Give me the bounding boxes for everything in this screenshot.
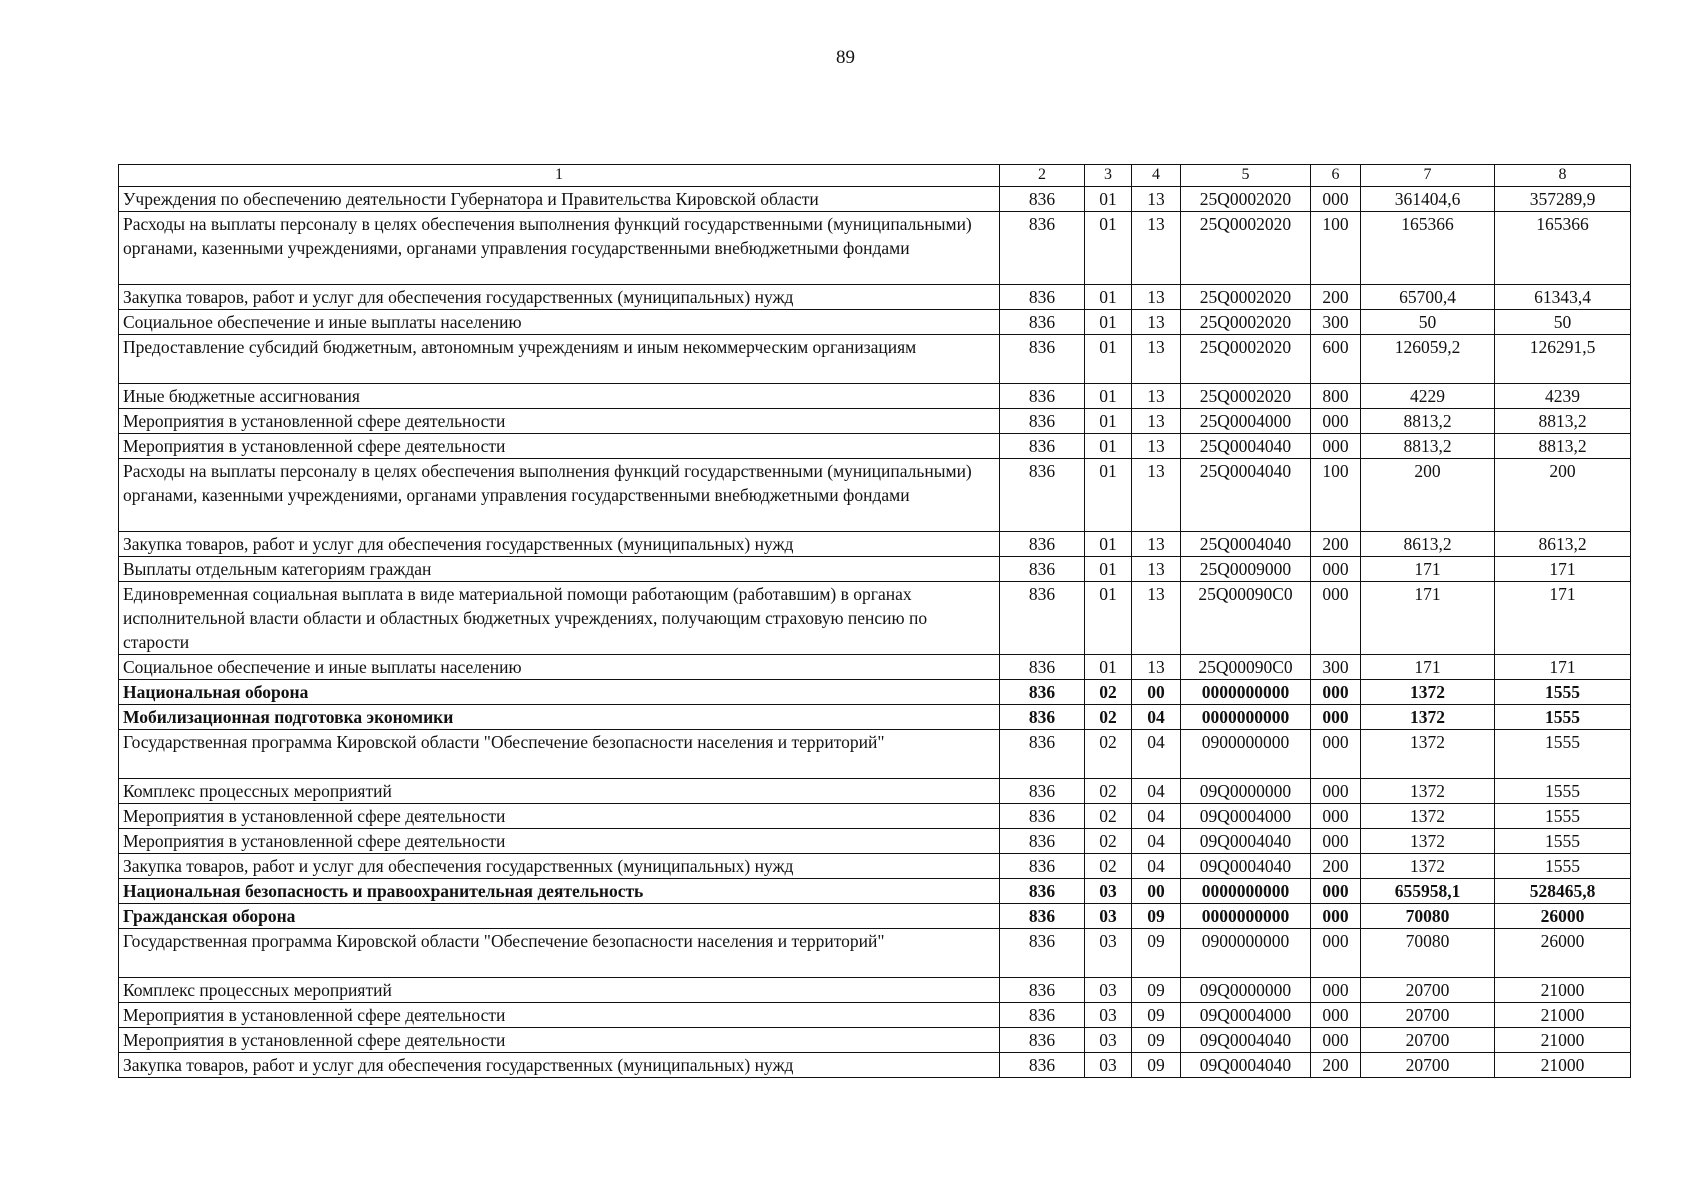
row-admin-code-cell: 836 <box>1000 212 1085 285</box>
table-row <box>119 557 1631 582</box>
row-target-article-cell: 09Q0004000 <box>1181 804 1311 829</box>
row-subsection-cell: 04 <box>1132 779 1181 804</box>
row-target-article-cell: 25Q0002020 <box>1181 384 1311 409</box>
row-target-article-cell: 25Q0004040 <box>1181 532 1311 557</box>
row-expense-type-cell: 000 <box>1311 829 1361 854</box>
row-section-cell: 01 <box>1085 335 1132 384</box>
row-section-cell: 02 <box>1085 680 1132 705</box>
row-section-cell: 01 <box>1085 582 1132 655</box>
row-section-cell: 01 <box>1085 409 1132 434</box>
row-expense-type-cell: 000 <box>1311 879 1361 904</box>
row-section-cell: 01 <box>1085 384 1132 409</box>
row-amount-8-cell: 26000 <box>1495 929 1631 978</box>
row-section-cell: 01 <box>1085 285 1132 310</box>
row-admin-code-cell: 836 <box>1000 829 1085 854</box>
row-admin-code-cell: 836 <box>1000 1053 1085 1078</box>
row-expense-type-cell: 800 <box>1311 384 1361 409</box>
row-subsection-cell: 13 <box>1132 459 1181 532</box>
row-admin-code-cell: 836 <box>1000 285 1085 310</box>
row-name-cell: Комплекс процессных мероприятий <box>119 978 1000 1003</box>
row-amount-8-cell: 357289,9 <box>1495 187 1631 212</box>
table-row <box>119 904 1631 929</box>
table-row <box>119 1003 1631 1028</box>
row-subsection-cell: 13 <box>1132 212 1181 285</box>
row-admin-code-cell: 836 <box>1000 1003 1085 1028</box>
row-admin-code-cell: 836 <box>1000 1028 1085 1053</box>
row-amount-8-cell: 528465,8 <box>1495 879 1631 904</box>
row-amount-7-cell: 8813,2 <box>1361 409 1495 434</box>
row-admin-code-cell: 836 <box>1000 929 1085 978</box>
row-admin-code-cell: 836 <box>1000 705 1085 730</box>
table-row <box>119 655 1631 680</box>
row-admin-code-cell: 836 <box>1000 582 1085 655</box>
table-row <box>119 705 1631 730</box>
row-target-article-cell: 0000000000 <box>1181 680 1311 705</box>
row-subsection-cell: 09 <box>1132 929 1181 978</box>
row-subsection-cell: 09 <box>1132 1053 1181 1078</box>
row-target-article-cell: 25Q00090C0 <box>1181 582 1311 655</box>
row-amount-8-cell: 8613,2 <box>1495 532 1631 557</box>
row-amount-8-cell: 21000 <box>1495 1003 1631 1028</box>
table-row <box>119 804 1631 829</box>
row-expense-type-cell: 000 <box>1311 434 1361 459</box>
row-subsection-cell: 13 <box>1132 532 1181 557</box>
page-number: 89 <box>836 47 855 68</box>
row-subsection-cell: 13 <box>1132 310 1181 335</box>
table-row <box>119 212 1631 285</box>
table-row <box>119 854 1631 879</box>
row-target-article-cell: 09Q0000000 <box>1181 779 1311 804</box>
row-name-cell: Единовременная социальная выплата в виде материальной помощи работающим (работавшим) в органах исполнительной власти области и областных бюджетных учреждениях, получающим страховую пенсию по старости <box>119 582 1000 655</box>
row-subsection-cell: 13 <box>1132 655 1181 680</box>
row-subsection-cell: 13 <box>1132 187 1181 212</box>
row-admin-code-cell: 836 <box>1000 904 1085 929</box>
row-amount-8-cell: 21000 <box>1495 978 1631 1003</box>
row-target-article-cell: 25Q0002020 <box>1181 335 1311 384</box>
row-amount-7-cell: 1372 <box>1361 804 1495 829</box>
row-subsection-cell: 04 <box>1132 730 1181 779</box>
row-expense-type-cell: 000 <box>1311 1003 1361 1028</box>
row-subsection-cell: 04 <box>1132 804 1181 829</box>
row-admin-code-cell: 836 <box>1000 779 1085 804</box>
row-name-cell: Государственная программа Кировской области "Обеспечение безопасности населения и территорий" <box>119 929 1000 978</box>
row-admin-code-cell: 836 <box>1000 335 1085 384</box>
row-expense-type-cell: 300 <box>1311 310 1361 335</box>
row-target-article-cell: 0000000000 <box>1181 705 1311 730</box>
table-row <box>119 459 1631 532</box>
row-expense-type-cell: 000 <box>1311 187 1361 212</box>
row-subsection-cell: 09 <box>1132 978 1181 1003</box>
row-expense-type-cell: 000 <box>1311 978 1361 1003</box>
row-name-cell: Расходы на выплаты персоналу в целях обеспечения выполнения функций государственными (муниципальными) органами, казенными учреждениями, органами управления государственными внебюджетными фондами <box>119 459 1000 532</box>
header-cell-7: 7 <box>1361 165 1495 187</box>
row-name-cell: Учреждения по обеспечению деятельности Губернатора и Правительства Кировской области <box>119 187 1000 212</box>
row-expense-type-cell: 000 <box>1311 680 1361 705</box>
row-amount-7-cell: 1372 <box>1361 854 1495 879</box>
row-amount-8-cell: 171 <box>1495 557 1631 582</box>
row-amount-8-cell: 171 <box>1495 582 1631 655</box>
row-name-cell: Предоставление субсидий бюджетным, автономным учреждениям и иным некоммерческим организациям <box>119 335 1000 384</box>
row-amount-7-cell: 126059,2 <box>1361 335 1495 384</box>
row-subsection-cell: 13 <box>1132 582 1181 655</box>
row-amount-7-cell: 20700 <box>1361 1003 1495 1028</box>
row-amount-7-cell: 1372 <box>1361 705 1495 730</box>
row-subsection-cell: 13 <box>1132 557 1181 582</box>
row-section-cell: 03 <box>1085 929 1132 978</box>
row-section-cell: 01 <box>1085 310 1132 335</box>
row-subsection-cell: 09 <box>1132 1028 1181 1053</box>
row-admin-code-cell: 836 <box>1000 730 1085 779</box>
row-amount-7-cell: 20700 <box>1361 1028 1495 1053</box>
row-name-cell: Мероприятия в установленной сфере деятельности <box>119 1003 1000 1028</box>
row-section-cell: 03 <box>1085 879 1132 904</box>
header-row <box>119 165 1631 187</box>
row-admin-code-cell: 836 <box>1000 804 1085 829</box>
table-row <box>119 929 1631 978</box>
row-amount-7-cell: 65700,4 <box>1361 285 1495 310</box>
row-name-cell: Мероприятия в установленной сфере деятельности <box>119 829 1000 854</box>
row-name-cell: Закупка товаров, работ и услуг для обеспечения государственных (муниципальных) нужд <box>119 285 1000 310</box>
row-amount-8-cell: 50 <box>1495 310 1631 335</box>
row-subsection-cell: 00 <box>1132 680 1181 705</box>
table-row <box>119 335 1631 384</box>
row-name-cell: Мероприятия в установленной сфере деятельности <box>119 1028 1000 1053</box>
row-expense-type-cell: 600 <box>1311 335 1361 384</box>
row-name-cell: Государственная программа Кировской области "Обеспечение безопасности населения и территорий" <box>119 730 1000 779</box>
row-amount-8-cell: 1555 <box>1495 829 1631 854</box>
row-amount-8-cell: 4239 <box>1495 384 1631 409</box>
header-cell-1: 1 <box>119 165 1000 187</box>
row-amount-7-cell: 1372 <box>1361 680 1495 705</box>
row-target-article-cell: 0000000000 <box>1181 879 1311 904</box>
header-cell-2: 2 <box>1000 165 1085 187</box>
row-expense-type-cell: 000 <box>1311 779 1361 804</box>
row-expense-type-cell: 000 <box>1311 730 1361 779</box>
row-expense-type-cell: 000 <box>1311 705 1361 730</box>
row-amount-8-cell: 165366 <box>1495 212 1631 285</box>
row-name-cell: Выплаты отдельным категориям граждан <box>119 557 1000 582</box>
row-name-cell: Социальное обеспечение и иные выплаты населению <box>119 310 1000 335</box>
row-amount-7-cell: 70080 <box>1361 929 1495 978</box>
row-section-cell: 01 <box>1085 434 1132 459</box>
row-target-article-cell: 25Q0004040 <box>1181 434 1311 459</box>
row-name-cell: Закупка товаров, работ и услуг для обеспечения государственных (муниципальных) нужд <box>119 1053 1000 1078</box>
row-subsection-cell: 13 <box>1132 409 1181 434</box>
row-target-article-cell: 25Q0004000 <box>1181 409 1311 434</box>
table-row <box>119 680 1631 705</box>
row-target-article-cell: 09Q0004040 <box>1181 829 1311 854</box>
row-amount-7-cell: 655958,1 <box>1361 879 1495 904</box>
row-name-cell: Иные бюджетные ассигнования <box>119 384 1000 409</box>
table-row <box>119 409 1631 434</box>
row-section-cell: 03 <box>1085 1028 1132 1053</box>
row-subsection-cell: 13 <box>1132 285 1181 310</box>
row-target-article-cell: 0900000000 <box>1181 730 1311 779</box>
row-section-cell: 01 <box>1085 459 1132 532</box>
table-row <box>119 1053 1631 1078</box>
row-name-cell: Мероприятия в установленной сфере деятельности <box>119 434 1000 459</box>
row-amount-8-cell: 8813,2 <box>1495 434 1631 459</box>
row-expense-type-cell: 200 <box>1311 285 1361 310</box>
row-expense-type-cell: 000 <box>1311 409 1361 434</box>
row-expense-type-cell: 200 <box>1311 532 1361 557</box>
row-amount-7-cell: 1372 <box>1361 730 1495 779</box>
row-target-article-cell: 0000000000 <box>1181 904 1311 929</box>
row-target-article-cell: 09Q0004040 <box>1181 1028 1311 1053</box>
row-section-cell: 01 <box>1085 532 1132 557</box>
row-amount-8-cell: 126291,5 <box>1495 335 1631 384</box>
row-section-cell: 02 <box>1085 730 1132 779</box>
row-admin-code-cell: 836 <box>1000 187 1085 212</box>
row-section-cell: 02 <box>1085 829 1132 854</box>
table-row <box>119 532 1631 557</box>
row-subsection-cell: 13 <box>1132 335 1181 384</box>
row-expense-type-cell: 300 <box>1311 655 1361 680</box>
table-row <box>119 285 1631 310</box>
row-target-article-cell: 25Q0002020 <box>1181 285 1311 310</box>
row-amount-8-cell: 21000 <box>1495 1028 1631 1053</box>
row-subsection-cell: 13 <box>1132 384 1181 409</box>
row-admin-code-cell: 836 <box>1000 384 1085 409</box>
row-admin-code-cell: 836 <box>1000 557 1085 582</box>
row-amount-7-cell: 1372 <box>1361 779 1495 804</box>
row-amount-8-cell: 1555 <box>1495 730 1631 779</box>
row-subsection-cell: 09 <box>1132 904 1181 929</box>
row-amount-7-cell: 171 <box>1361 655 1495 680</box>
row-amount-7-cell: 70080 <box>1361 904 1495 929</box>
row-amount-8-cell: 21000 <box>1495 1053 1631 1078</box>
row-name-cell: Мероприятия в установленной сфере деятельности <box>119 804 1000 829</box>
row-section-cell: 03 <box>1085 978 1132 1003</box>
row-section-cell: 01 <box>1085 557 1132 582</box>
row-subsection-cell: 09 <box>1132 1003 1181 1028</box>
row-expense-type-cell: 200 <box>1311 1053 1361 1078</box>
row-subsection-cell: 00 <box>1132 879 1181 904</box>
row-target-article-cell: 25Q0004040 <box>1181 459 1311 532</box>
row-admin-code-cell: 836 <box>1000 680 1085 705</box>
table-row <box>119 730 1631 779</box>
header-cell-5: 5 <box>1181 165 1311 187</box>
row-target-article-cell: 25Q00090C0 <box>1181 655 1311 680</box>
row-amount-8-cell: 171 <box>1495 655 1631 680</box>
row-target-article-cell: 09Q0004040 <box>1181 854 1311 879</box>
row-section-cell: 02 <box>1085 804 1132 829</box>
row-section-cell: 03 <box>1085 1003 1132 1028</box>
row-amount-7-cell: 1372 <box>1361 829 1495 854</box>
row-admin-code-cell: 836 <box>1000 310 1085 335</box>
row-target-article-cell: 09Q0000000 <box>1181 978 1311 1003</box>
row-target-article-cell: 0900000000 <box>1181 929 1311 978</box>
row-subsection-cell: 13 <box>1132 434 1181 459</box>
row-admin-code-cell: 836 <box>1000 879 1085 904</box>
row-name-cell: Национальная безопасность и правоохранительная деятельность <box>119 879 1000 904</box>
row-amount-8-cell: 61343,4 <box>1495 285 1631 310</box>
row-amount-8-cell: 1555 <box>1495 779 1631 804</box>
row-target-article-cell: 25Q0002020 <box>1181 187 1311 212</box>
header-cell-3: 3 <box>1085 165 1132 187</box>
row-section-cell: 03 <box>1085 904 1132 929</box>
row-section-cell: 01 <box>1085 187 1132 212</box>
row-expense-type-cell: 000 <box>1311 1028 1361 1053</box>
table-row <box>119 582 1631 655</box>
row-amount-7-cell: 200 <box>1361 459 1495 532</box>
header-cell-8: 8 <box>1495 165 1631 187</box>
row-section-cell: 02 <box>1085 779 1132 804</box>
row-expense-type-cell: 000 <box>1311 904 1361 929</box>
row-subsection-cell: 04 <box>1132 829 1181 854</box>
row-admin-code-cell: 836 <box>1000 459 1085 532</box>
row-name-cell: Национальная оборона <box>119 680 1000 705</box>
row-amount-8-cell: 1555 <box>1495 804 1631 829</box>
row-expense-type-cell: 000 <box>1311 929 1361 978</box>
table-row <box>119 829 1631 854</box>
row-name-cell: Закупка товаров, работ и услуг для обеспечения государственных (муниципальных) нужд <box>119 854 1000 879</box>
row-subsection-cell: 04 <box>1132 705 1181 730</box>
table-row <box>119 310 1631 335</box>
row-amount-7-cell: 171 <box>1361 557 1495 582</box>
row-name-cell: Расходы на выплаты персоналу в целях обеспечения выполнения функций государственными (муниципальными) органами, казенными учреждениями, органами управления государственными внебюджетными фондами <box>119 212 1000 285</box>
table-row <box>119 187 1631 212</box>
row-name-cell: Комплекс процессных мероприятий <box>119 779 1000 804</box>
row-admin-code-cell: 836 <box>1000 854 1085 879</box>
row-section-cell: 01 <box>1085 655 1132 680</box>
row-section-cell: 02 <box>1085 705 1132 730</box>
row-admin-code-cell: 836 <box>1000 409 1085 434</box>
row-expense-type-cell: 100 <box>1311 212 1361 285</box>
row-subsection-cell: 04 <box>1132 854 1181 879</box>
row-amount-8-cell: 1555 <box>1495 680 1631 705</box>
row-name-cell: Гражданская оборона <box>119 904 1000 929</box>
row-name-cell: Социальное обеспечение и иные выплаты населению <box>119 655 1000 680</box>
row-section-cell: 03 <box>1085 1053 1132 1078</box>
row-admin-code-cell: 836 <box>1000 532 1085 557</box>
row-amount-7-cell: 20700 <box>1361 1053 1495 1078</box>
row-expense-type-cell: 100 <box>1311 459 1361 532</box>
row-admin-code-cell: 836 <box>1000 978 1085 1003</box>
row-amount-8-cell: 1555 <box>1495 854 1631 879</box>
row-section-cell: 01 <box>1085 212 1132 285</box>
row-amount-7-cell: 165366 <box>1361 212 1495 285</box>
row-target-article-cell: 09Q0004040 <box>1181 1053 1311 1078</box>
header-cell-4: 4 <box>1132 165 1181 187</box>
row-amount-7-cell: 8613,2 <box>1361 532 1495 557</box>
header-cell-6: 6 <box>1311 165 1361 187</box>
row-admin-code-cell: 836 <box>1000 655 1085 680</box>
row-amount-7-cell: 8813,2 <box>1361 434 1495 459</box>
row-expense-type-cell: 000 <box>1311 582 1361 655</box>
table-row <box>119 879 1631 904</box>
row-amount-8-cell: 200 <box>1495 459 1631 532</box>
row-amount-7-cell: 20700 <box>1361 978 1495 1003</box>
row-admin-code-cell: 836 <box>1000 434 1085 459</box>
row-name-cell: Мобилизационная подготовка экономики <box>119 705 1000 730</box>
row-amount-7-cell: 50 <box>1361 310 1495 335</box>
row-target-article-cell: 25Q0009000 <box>1181 557 1311 582</box>
row-amount-8-cell: 1555 <box>1495 705 1631 730</box>
row-name-cell: Закупка товаров, работ и услуг для обеспечения государственных (муниципальных) нужд <box>119 532 1000 557</box>
table-row <box>119 434 1631 459</box>
budget-table <box>118 164 1631 1078</box>
table-row <box>119 978 1631 1003</box>
table-row <box>119 779 1631 804</box>
row-section-cell: 02 <box>1085 854 1132 879</box>
row-amount-7-cell: 171 <box>1361 582 1495 655</box>
row-expense-type-cell: 200 <box>1311 854 1361 879</box>
row-amount-8-cell: 8813,2 <box>1495 409 1631 434</box>
table-row <box>119 384 1631 409</box>
table-row <box>119 1028 1631 1053</box>
row-expense-type-cell: 000 <box>1311 804 1361 829</box>
row-target-article-cell: 25Q0002020 <box>1181 212 1311 285</box>
row-amount-8-cell: 26000 <box>1495 904 1631 929</box>
row-amount-7-cell: 361404,6 <box>1361 187 1495 212</box>
row-expense-type-cell: 000 <box>1311 557 1361 582</box>
row-target-article-cell: 09Q0004000 <box>1181 1003 1311 1028</box>
row-amount-7-cell: 4229 <box>1361 384 1495 409</box>
row-name-cell: Мероприятия в установленной сфере деятельности <box>119 409 1000 434</box>
row-target-article-cell: 25Q0002020 <box>1181 310 1311 335</box>
